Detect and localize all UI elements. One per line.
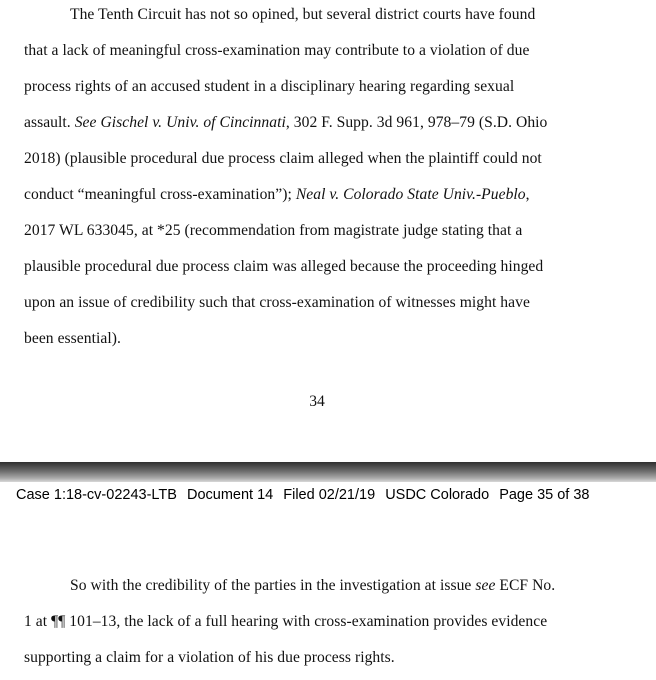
paragraph-line: been essential). <box>24 330 121 347</box>
paragraph-line: 1 at ¶¶ 101–13, the lack of a full hearing with cross-examination provides evidence <box>24 613 548 630</box>
page-number: 34 <box>309 393 325 410</box>
paragraph-line: supporting a claim for a violation of his due process rights. <box>24 649 395 666</box>
paragraph-line-citation <box>24 185 530 205</box>
paragraph-line: upon an issue of credibility such that cross-examination of witnesses might have <box>24 294 530 311</box>
paragraph-line: The Tenth Circuit has not so opined, but several district courts have found <box>70 6 536 23</box>
text-run: conduct “meaningful cross-examination”); <box>24 186 296 203</box>
paragraph-line-citation <box>24 113 547 133</box>
paragraph-line: 2017 WL 633045, at *25 (recommendation from magistrate judge stating that a <box>24 222 523 239</box>
paragraph-line-citation <box>70 576 555 596</box>
page-break-divider <box>0 462 656 482</box>
ecf-filing-header <box>16 486 590 504</box>
paragraph-line: that a lack of meaningful cross-examination may contribute to a violation of due <box>24 42 530 59</box>
text-run: , <box>525 186 530 203</box>
text-run: assault. <box>24 114 75 131</box>
case-citation: See Gischel v. Univ. of Cincinnati <box>74 114 286 131</box>
filed-date: Filed 02/21/19 <box>283 487 376 503</box>
page-of-total: Page 35 of 38 <box>499 487 590 503</box>
paragraph-line: process rights of an accused student in a disciplinary hearing regarding sexual <box>24 78 515 95</box>
text-run: , 302 F. Supp. 3d 961, 978–79 (S.D. Ohio <box>285 114 548 131</box>
signal-word: see <box>475 577 496 594</box>
paragraph-line: plausible procedural due process claim was alleged because the proceeding hinged <box>24 258 544 275</box>
document-number: Document 14 <box>186 487 274 503</box>
text-run: So with the credibility of the parties in the investigation at issue <box>70 577 476 594</box>
paragraph-line: 2018) (plausible procedural due process claim alleged when the plaintiff could not <box>24 150 542 167</box>
case-citation: Neal v. Colorado State Univ.-Pueblo <box>295 186 526 203</box>
text-run: ECF No. <box>495 577 556 594</box>
case-number: Case 1:18-cv-02243-LTB <box>16 487 177 503</box>
court-name: USDC Colorado <box>385 487 490 503</box>
